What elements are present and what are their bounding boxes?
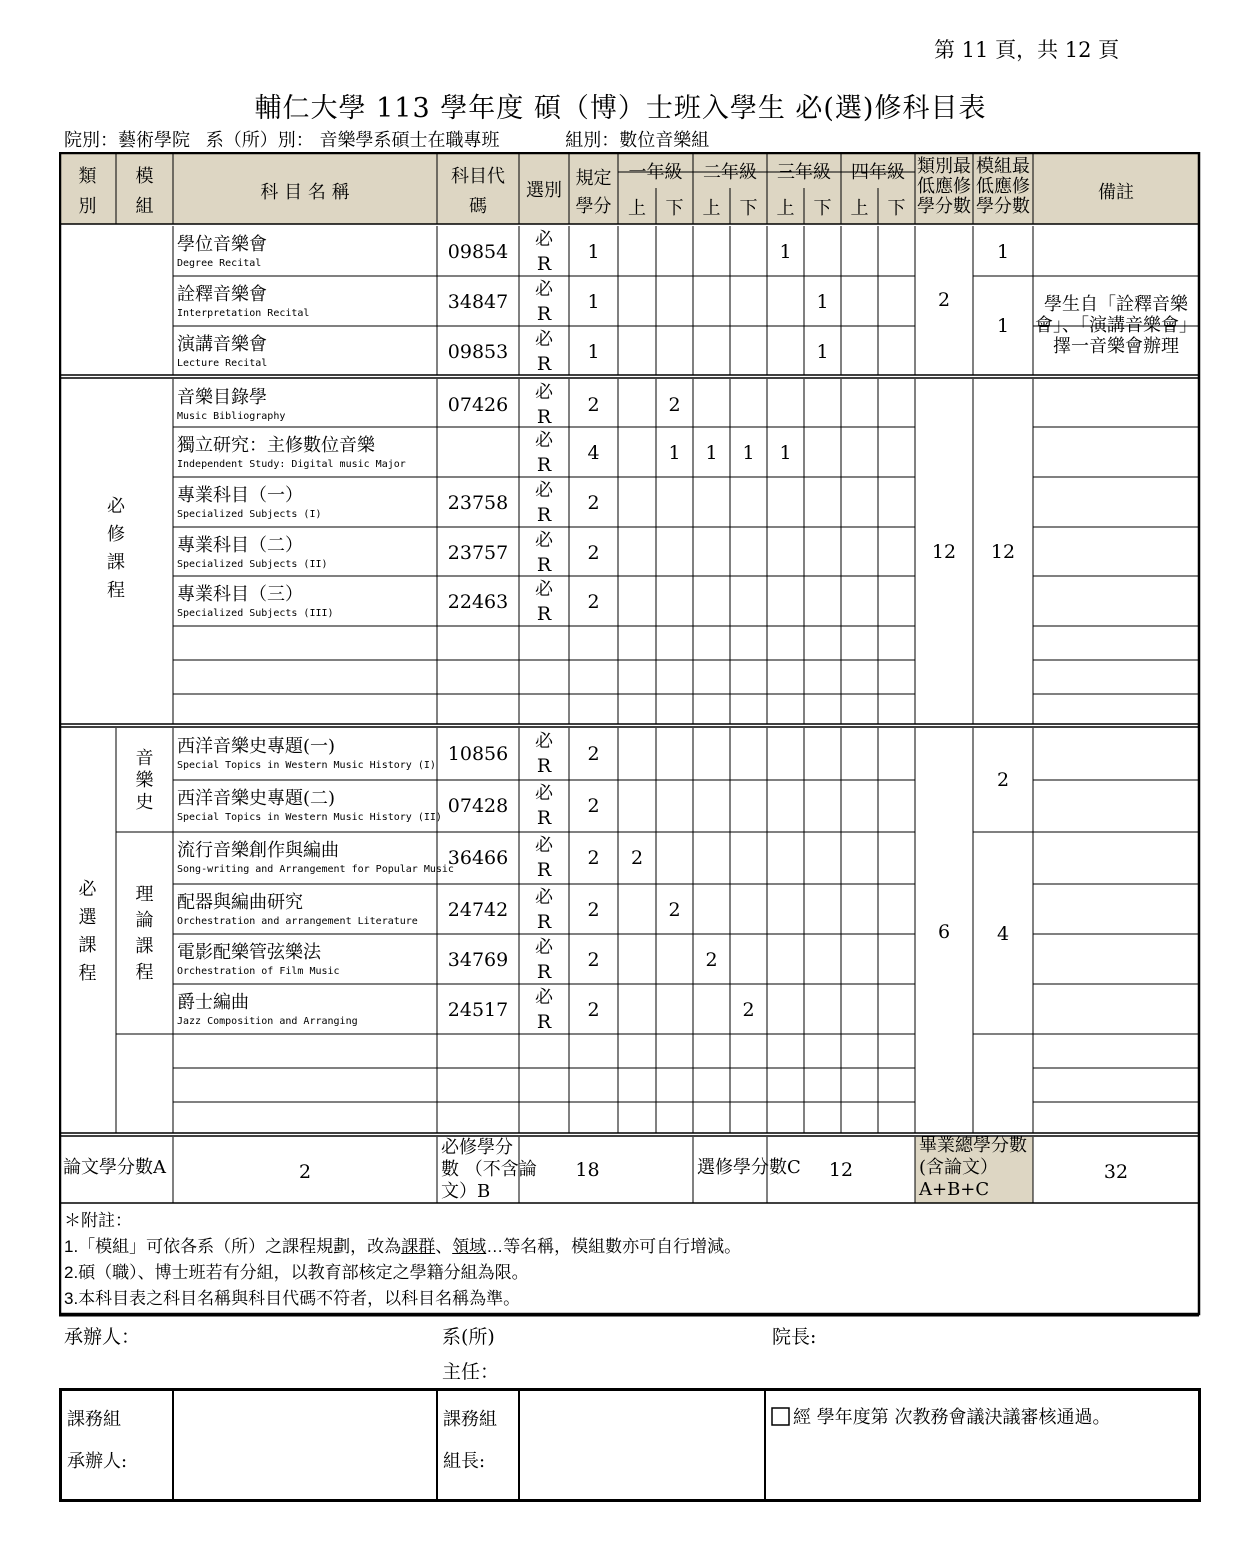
- course-14-sem-3: 2: [742, 999, 755, 1021]
- course-1-type-en: R: [536, 253, 552, 275]
- section1-remark: 會」、「演講音樂會」: [1035, 315, 1197, 336]
- course-5-credits: 4: [587, 442, 600, 464]
- header-year: 三年級: [777, 162, 831, 183]
- course-2-name-en: Interpretation Recital: [177, 308, 310, 319]
- course-1-credits: 1: [587, 241, 600, 263]
- approval-checkbox[interactable]: [772, 1408, 789, 1425]
- course-9-type: 必: [535, 731, 553, 752]
- required-credits-label: 必修學分: [441, 1137, 513, 1158]
- course-3-type-en: R: [536, 353, 552, 375]
- course-5-sem-1: 1: [668, 442, 681, 464]
- course-4-name-en: Music Bibliography: [177, 411, 286, 422]
- header-upper: 上: [702, 198, 721, 219]
- module-theory: 理: [135, 884, 154, 905]
- section3-category: 選: [78, 907, 97, 928]
- section3-category: 程: [78, 963, 97, 984]
- header-remarks: 備註: [1098, 182, 1134, 203]
- course-1-code: 09854: [447, 241, 509, 263]
- header-category-min: 類別最: [917, 156, 971, 177]
- dept-head-signature: 系(所) 主任：: [442, 1326, 500, 1383]
- module-theory: 論: [135, 910, 154, 931]
- course-3-name-zh: 演講音樂會: [177, 334, 267, 355]
- total-credits-label: 畢業總學分數: [919, 1135, 1027, 1156]
- office-handler-label-2: 承辦人:: [67, 1451, 128, 1472]
- office-chief-label-1: 課務組: [443, 1409, 497, 1430]
- course-14-credits: 2: [587, 999, 600, 1021]
- course-14-name-en: Jazz Composition and Arranging: [177, 1016, 358, 1027]
- header-category: 別: [78, 196, 97, 217]
- course-4-credits: 2: [587, 394, 600, 416]
- course-13-name-en: Orchestration of Film Music: [177, 966, 340, 977]
- course-6-name-zh: 專業科目（一）: [177, 485, 303, 506]
- course-12-sem-1: 2: [668, 899, 681, 921]
- required-credits-label: 數 （不含論: [441, 1159, 537, 1180]
- course-3-credits: 1: [587, 341, 600, 363]
- course-2-sem-5: 1: [816, 291, 829, 313]
- section3-category: 課: [78, 935, 97, 956]
- note-2: 2.碩（職）、博士班若有分組，以教育部核定之學籍分組為限。: [64, 1263, 529, 1282]
- course-4-name-zh: 音樂目錄學: [177, 387, 267, 408]
- course-7-type-en: R: [536, 554, 552, 576]
- course-12-credits: 2: [587, 899, 600, 921]
- course-7-name-en: Specialized Subjects (II): [177, 559, 328, 570]
- header-upper: 上: [776, 198, 795, 219]
- approval-text: 經 學年度第 次教務會議決議審核通過。: [793, 1407, 1111, 1428]
- page-number: 第 11 頁，共 12 頁: [934, 38, 1120, 62]
- course-2-name-zh: 詮釋音樂會: [177, 284, 267, 305]
- header-credits: 規定: [575, 168, 612, 189]
- header-year: 四年級: [851, 162, 905, 183]
- course-10-credits: 2: [587, 795, 600, 817]
- required-credits-value: 18: [575, 1159, 600, 1181]
- course-4-sem-1: 2: [668, 394, 681, 416]
- header-course-name: 科 目 名 稱: [260, 182, 350, 203]
- section2-category: 必: [107, 496, 125, 517]
- module-music-history-min: 2: [996, 769, 1010, 791]
- section2-category: 課: [107, 552, 125, 573]
- header-module-min: 學分數: [976, 196, 1030, 217]
- course-12-code: 24742: [447, 899, 509, 921]
- course-4-type: 必: [535, 382, 553, 403]
- course-10-name-en: Special Topics in Western Music History (II): [177, 812, 442, 823]
- section1-remark: 學生自「詮釋音樂: [1044, 294, 1188, 315]
- course-14-type-en: R: [536, 1011, 552, 1033]
- elective-credits-value: 12: [828, 1159, 854, 1181]
- section1-category-min: 2: [937, 289, 951, 311]
- elective-credits-label: 選修學分數C: [697, 1157, 801, 1178]
- course-5-sem-3: 1: [742, 442, 755, 464]
- section2-category: 程: [107, 580, 125, 601]
- course-9-type-en: R: [536, 755, 552, 777]
- notes-title: ＊附註：: [64, 1211, 132, 1230]
- course-5-type-en: R: [536, 454, 552, 476]
- course-12-type: 必: [535, 887, 553, 908]
- header-lower: 下: [813, 198, 832, 219]
- module-music-history: 音: [135, 748, 154, 769]
- department-label: 系（所）別： 音樂學系碩士在職專班: [205, 130, 500, 151]
- course-6-name-en: Specialized Subjects (I): [177, 509, 322, 520]
- thesis-credits-label: 論文學分數A: [63, 1157, 166, 1178]
- course-9-credits: 2: [587, 743, 600, 765]
- header-lower: 下: [887, 198, 906, 219]
- course-5-name-en: Independent Study: Digital music Major: [177, 459, 406, 470]
- course-1-type: 必: [535, 229, 553, 250]
- course-table: [59, 152, 1201, 1317]
- handler-signature: 承辦人：: [64, 1326, 141, 1348]
- header-upper: 上: [628, 198, 646, 219]
- note-1: 1.「模組」可依各系（所）之課程規劃，改為課群、領域…等名稱，模組數亦可自行增減。: [64, 1237, 742, 1256]
- course-2-code: 34847: [447, 291, 509, 313]
- header-category-min: 低應修: [917, 176, 971, 197]
- course-14-code: 24517: [447, 999, 509, 1021]
- course-8-code: 22463: [447, 591, 509, 613]
- course-10-code: 07428: [447, 795, 509, 817]
- header-course-code: 科目代: [451, 166, 505, 187]
- course-11-name-zh: 流行音樂創作與編曲: [177, 840, 339, 861]
- section1-remark: 擇一音樂會辦理: [1053, 336, 1179, 357]
- header-info: [64, 126, 719, 152]
- course-3-code: 09853: [447, 341, 509, 363]
- course-1-sem-4: 1: [779, 241, 792, 263]
- college-label: 院別：藝術學院: [64, 130, 190, 151]
- header-module: 組: [135, 196, 154, 217]
- header-upper: 上: [850, 198, 869, 219]
- course-8-type: 必: [535, 579, 553, 600]
- header-category-min: 學分數: [917, 196, 971, 217]
- course-3-name-en: Lecture Recital: [177, 358, 268, 369]
- course-1-name-en: Degree Recital: [177, 258, 262, 269]
- course-12-name-zh: 配器與編曲研究: [177, 892, 303, 913]
- course-9-name-zh: 西洋音樂史專題(一): [177, 736, 336, 757]
- course-4-type-en: R: [536, 406, 552, 428]
- required-credits-label: 文）B: [441, 1181, 491, 1202]
- course-6-type-en: R: [536, 504, 552, 526]
- course-8-type-en: R: [536, 603, 552, 625]
- total-credits-value: 32: [1103, 1161, 1129, 1183]
- header-module-min: 模組最: [976, 156, 1030, 177]
- header-category: 類: [78, 166, 97, 187]
- course-11-sem-0: 2: [630, 847, 644, 869]
- course-2-type: 必: [535, 279, 553, 300]
- course-1-name-zh: 學位音樂會: [177, 234, 267, 255]
- group-label: 組別：數位音樂組: [565, 130, 710, 151]
- course-12-name-en: Orchestration and arrangement Literature: [177, 916, 418, 927]
- course-7-credits: 2: [587, 542, 600, 564]
- course-8-credits: 2: [587, 591, 600, 613]
- course-7-code: 23757: [447, 542, 509, 564]
- course-6-type: 必: [535, 480, 553, 501]
- header-year: 一年級: [628, 162, 683, 183]
- course-5-sem-4: 1: [779, 442, 792, 464]
- course-6-code: 23758: [447, 492, 509, 514]
- thesis-credits-value: 2: [298, 1161, 312, 1183]
- module-theory-min: 4: [996, 923, 1010, 945]
- header-year: 二年級: [703, 162, 757, 183]
- header-module: 模: [135, 166, 154, 187]
- course-14-type: 必: [535, 987, 553, 1008]
- course-3-type: 必: [535, 329, 553, 350]
- course-13-name-zh: 電影配樂管弦樂法: [177, 942, 321, 963]
- course-2-type-en: R: [536, 303, 552, 325]
- course-8-name-en: Specialized Subjects (III): [177, 608, 334, 619]
- course-11-type-en: R: [536, 859, 552, 881]
- notes-section: [64, 1208, 741, 1312]
- course-3-sem-5: 1: [816, 341, 829, 363]
- section2-category: 修: [107, 524, 125, 545]
- header-type: 選別: [526, 180, 562, 201]
- module-music-history: 史: [135, 792, 154, 813]
- course-13-code: 34769: [447, 949, 509, 971]
- course-9-name-en: Special Topics in Western Music History (I): [177, 760, 436, 771]
- course-11-code: 36466: [447, 847, 509, 869]
- course-7-type: 必: [535, 530, 553, 551]
- office-handler-label-1: 課務組: [67, 1409, 121, 1430]
- course-11-type: 必: [535, 835, 553, 856]
- course-13-type: 必: [535, 937, 553, 958]
- office-chief-label-2: 組長:: [443, 1451, 486, 1472]
- header-credits: 學分: [575, 196, 612, 217]
- course-10-type: 必: [535, 783, 553, 804]
- module-theory: 課: [135, 936, 154, 957]
- course-10-name-zh: 西洋音樂史專題(二): [177, 788, 336, 809]
- course-13-type-en: R: [536, 961, 552, 983]
- office-approval-box: [59, 1388, 1201, 1503]
- course-11-name-en: Song-writing and Arrangement for Popular Music: [177, 864, 454, 875]
- course-6-credits: 2: [587, 492, 600, 514]
- page-title: 輔仁大學 113 學年度 碩（博）士班入學生 必(選)修科目表: [254, 93, 987, 124]
- header-lower: 下: [665, 198, 684, 219]
- course-5-name-zh: 獨立研究：主修數位音樂: [177, 435, 375, 456]
- course-8-name-zh: 專業科目（三）: [177, 584, 303, 605]
- section2-module-min: 12: [990, 541, 1016, 563]
- module-theory: 程: [135, 962, 154, 983]
- module-music-history: 樂: [135, 770, 154, 791]
- course-5-type: 必: [535, 430, 553, 451]
- section1-module-min-2: 1: [996, 315, 1010, 337]
- course-12-type-en: R: [536, 911, 552, 933]
- course-10-type-en: R: [536, 807, 552, 829]
- course-14-name-zh: 爵士編曲: [177, 992, 249, 1013]
- course-2-credits: 1: [587, 291, 600, 313]
- section3-category-min: 6: [937, 921, 951, 943]
- course-7-name-zh: 專業科目（二）: [177, 535, 303, 556]
- section2-category-min: 12: [931, 541, 957, 563]
- note-3: 3.本科目表之科目名稱與科目代碼不符者，以科目名稱為準。: [64, 1289, 521, 1308]
- course-4-code: 07426: [447, 394, 509, 416]
- course-13-sem-2: 2: [705, 949, 718, 971]
- dean-signature: 院長:: [772, 1326, 817, 1348]
- total-credits-label: A+B+C: [919, 1179, 990, 1200]
- course-5-sem-2: 1: [705, 442, 718, 464]
- header-lower: 下: [739, 198, 758, 219]
- course-9-code: 10856: [447, 743, 509, 765]
- section3-category: 必: [78, 879, 97, 900]
- course-13-credits: 2: [587, 949, 600, 971]
- header-course-code: 碼: [469, 196, 487, 217]
- header-module-min: 低應修: [976, 176, 1030, 197]
- section1-module-min-1: 1: [996, 241, 1010, 263]
- course-11-credits: 2: [587, 847, 600, 869]
- total-credits-label: (含論文）: [919, 1157, 999, 1178]
